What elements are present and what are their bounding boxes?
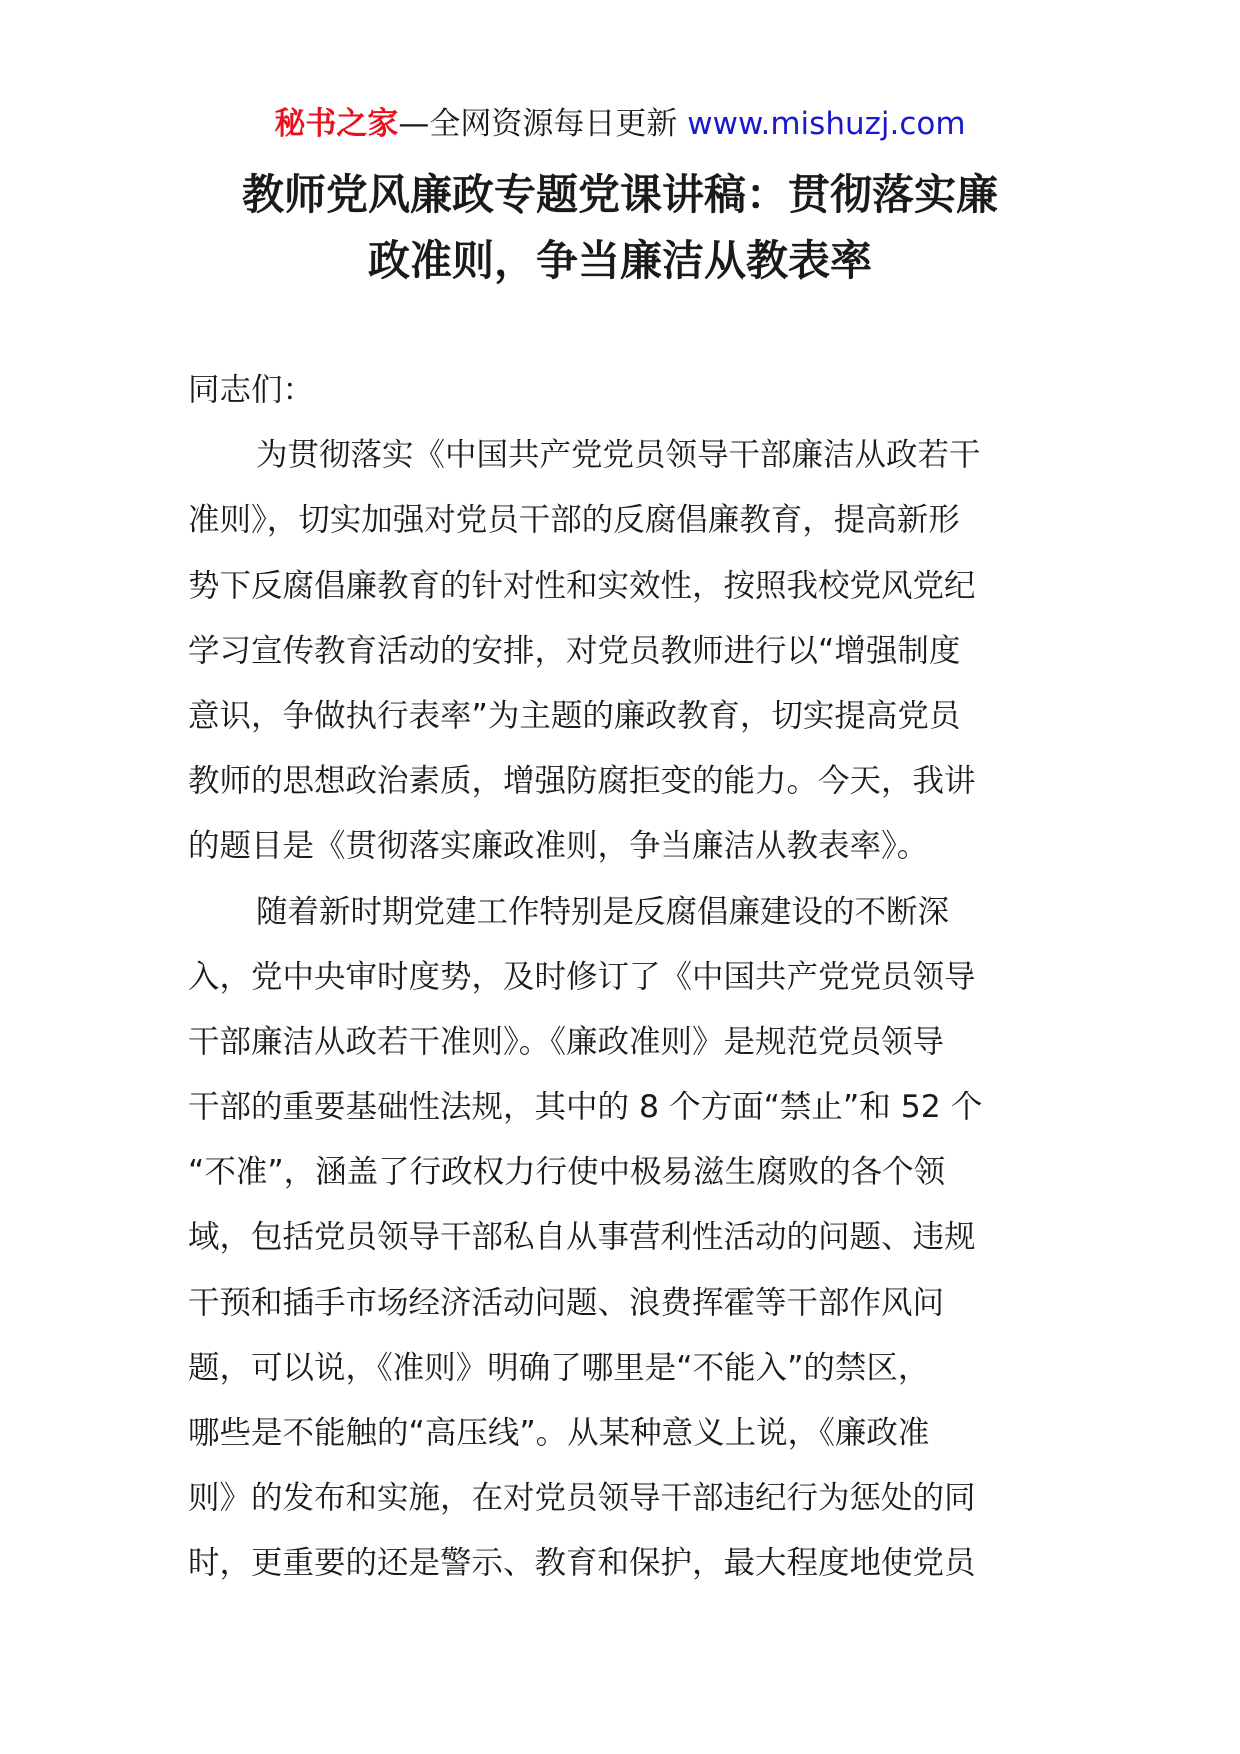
title-line: 政准则，争当廉洁从教表率	[367, 236, 872, 285]
paragraph-line: 干部的重要基础性法规，其中的 8 个方面“禁止”和 52 个	[188, 1089, 983, 1126]
paragraph-line: 则》的发布和实施，在对党员领导干部违纪行为惩处的同	[188, 1480, 976, 1517]
document-body	[188, 358, 1058, 1597]
salutation: 同志们：	[188, 372, 315, 408]
paragraph-line: 势下反腐倡廉教育的针对性和实效性，按照我校党风党纪	[188, 567, 976, 604]
document-title	[150, 162, 1090, 294]
title-line: 教师党风廉政专题党课讲稿：贯彻落实廉	[241, 170, 998, 219]
paragraph-line: 入，党中央审时度势，及时修订了《中国共产党党员领导	[188, 958, 976, 995]
paragraph-line: 时，更重要的还是警示、教育和保护，最大程度地使党员	[188, 1545, 976, 1582]
paragraph-line: “不准”，涵盖了行政权力行使中极易滋生腐败的各个领	[188, 1154, 946, 1191]
paragraph-line: 题，可以说，《准则》明确了哪里是“不能入”的禁区，	[188, 1349, 930, 1386]
paragraph-line: 为贯彻落实《中国共产党党员领导干部廉洁从政若干	[256, 437, 981, 474]
banner-slogan: —全网资源每日更新	[398, 106, 688, 142]
paragraph-line: 意识，争做执行表率”为主题的廉政教育，切实提高党员	[188, 697, 961, 734]
paragraph-line: 干部廉洁从政若干准则》。《廉政准则》是规范党员领导	[188, 1023, 945, 1060]
paragraph-line: 哪些是不能触的“高压线”。从某种意义上说，《廉政准	[188, 1415, 930, 1451]
paragraph-line: 域，包括党员领导干部私自从事营利性活动的问题、违规	[188, 1219, 976, 1256]
paragraph-line: 教师的思想政治素质，增强防腐拒变的能力。今天，我讲	[188, 763, 976, 800]
paragraph-line: 学习宣传教育活动的安排，对党员教师进行以“增强制度	[188, 632, 961, 669]
paragraph-line: 干预和插手市场经济活动问题、浪费挥霍等干部作风问	[188, 1284, 945, 1321]
paragraph-line: 的题目是《贯彻落实廉政准则，争当廉洁从教表率》。	[188, 828, 929, 865]
paragraph-line: 随着新时期党建工作特别是反腐倡廉建设的不断深	[256, 893, 950, 930]
site-url-link[interactable]: www.mishuzj.com	[687, 106, 966, 142]
site-banner	[0, 104, 1240, 144]
brand-name: 秘书之家	[274, 106, 399, 142]
paragraph-line: 准则》，切实加强对党员干部的反腐倡廉教育，提高新形	[188, 502, 960, 539]
